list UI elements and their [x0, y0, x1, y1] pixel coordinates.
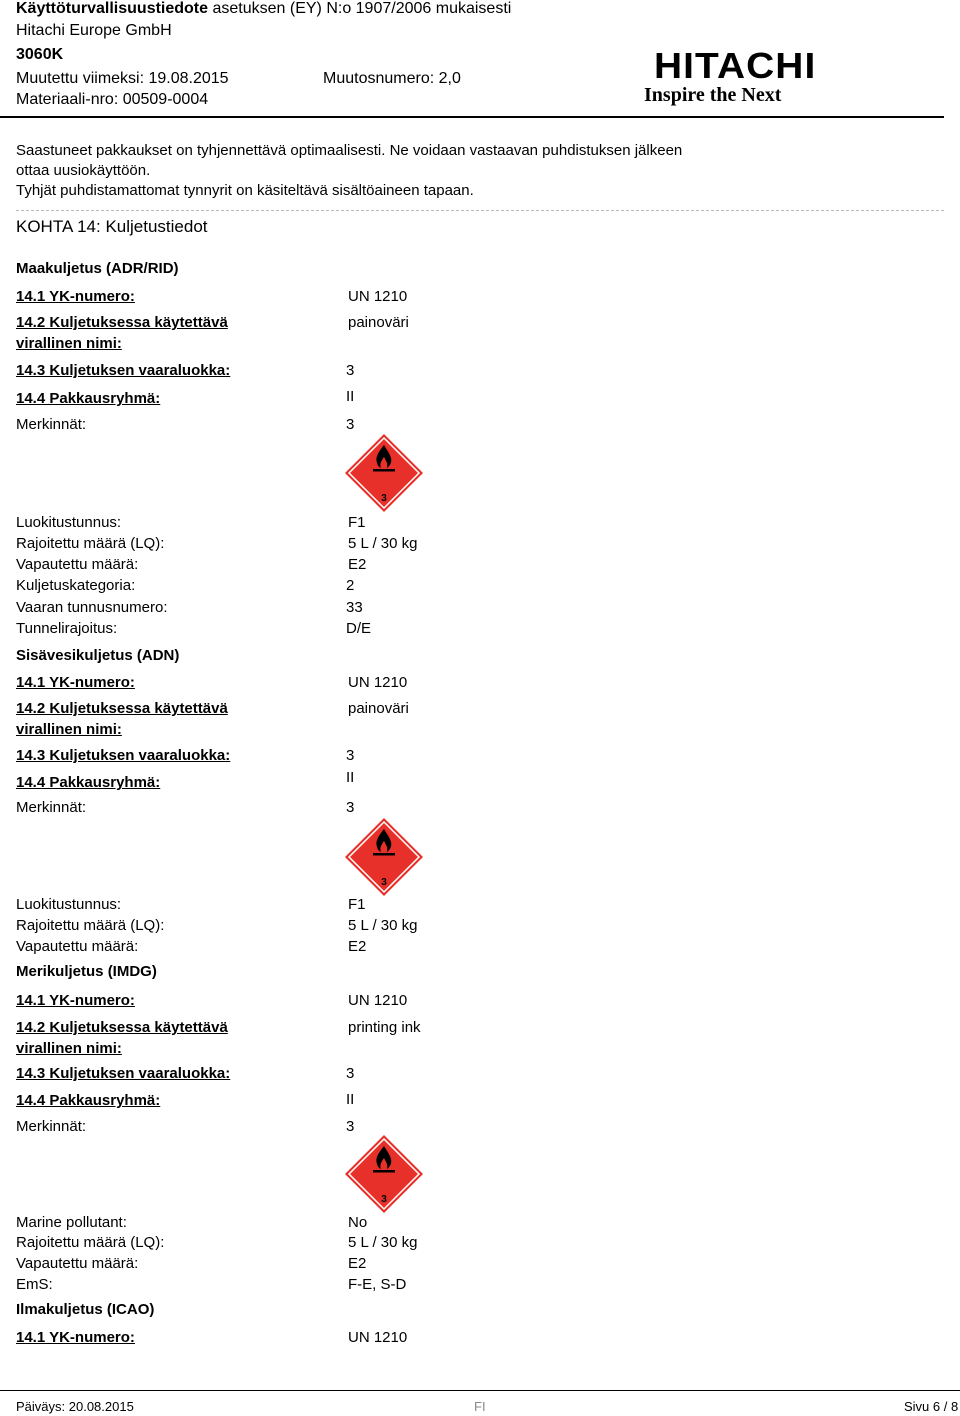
adr-class-value: 3: [346, 362, 355, 379]
imdg-row-label-2: Vapautettu määrä:: [16, 1255, 139, 1272]
imdg-class-value: 3: [346, 1065, 355, 1082]
logo-tagline: Inspire the Next: [644, 84, 782, 106]
pictogram-class-number: 3: [381, 877, 387, 888]
adr-group-value: II: [346, 388, 355, 405]
footer-page-number: Sivu 6 / 8: [904, 1399, 959, 1414]
imdg-un-label: 14.1 YK-numero:: [16, 992, 135, 1009]
logo-wordmark: HITACHI: [654, 45, 817, 86]
header-rule: [0, 116, 944, 118]
document-title-regulation: asetuksen (EY) N:o 1907/2006 mukaisesti: [212, 0, 512, 17]
imdg-row-label-3: EmS:: [16, 1276, 53, 1293]
section-divider: [16, 210, 944, 211]
adn-row-label-0: Luokitustunnus:: [16, 896, 122, 913]
imdg-marks-value: 3: [346, 1118, 355, 1135]
adr-name-label-1: 14.2 Kuljetuksessa käytettävä: [16, 314, 228, 331]
adr-class-label: 14.3 Kuljetuksen vaaraluokka:: [16, 362, 231, 379]
adn-group-label: 14.4 Pakkausryhmä:: [16, 774, 161, 791]
adn-name-label-2: virallinen nimi:: [16, 721, 122, 738]
adr-row-value-2: E2: [348, 556, 367, 573]
adr-row-label-0: Luokitustunnus:: [16, 514, 122, 531]
revision-date: Muutettu viimeksi: 19.08.2015: [16, 70, 229, 87]
imdg-row-value-2: E2: [348, 1255, 367, 1272]
imdg-un-value: UN 1210: [348, 992, 408, 1009]
imdg-name-label-2: virallinen nimi:: [16, 1040, 122, 1057]
imdg-marks-label: Merkinnät:: [16, 1118, 87, 1135]
flame-base-line: [373, 469, 395, 472]
product-name: 3060K: [16, 46, 64, 63]
imdg-row-value-1: 5 L / 30 kg: [348, 1234, 418, 1251]
adn-marks-label: Merkinnät:: [16, 799, 87, 816]
adn-row-label-1: Rajoitettu määrä (LQ):: [16, 917, 165, 934]
adn-un-value: UN 1210: [348, 674, 408, 691]
icao-un-value: UN 1210: [348, 1329, 408, 1346]
imdg-class-label: 14.3 Kuljetuksen vaaraluokka:: [16, 1065, 231, 1082]
adr-un-label: 14.1 YK-numero:: [16, 288, 135, 305]
hitachi-logo: [640, 45, 860, 108]
adr-marks-label: Merkinnät:: [16, 416, 87, 433]
adr-un-value: UN 1210: [348, 288, 408, 305]
adn-class-label: 14.3 Kuljetuksen vaaraluokka:: [16, 747, 231, 764]
adr-name-value: painoväri: [348, 314, 409, 331]
flame-base-line: [373, 1170, 395, 1173]
adr-row-label-1: Rajoitettu määrä (LQ):: [16, 535, 165, 552]
intro-line-3: Tyhjät puhdistamattomat tynnyrit on käsiteltävä sisältöaineen tapaan.: [16, 182, 474, 199]
imdg-row-label-0: Marine pollutant:: [16, 1214, 127, 1231]
adr-row-label-2: Vapautettu määrä:: [16, 556, 139, 573]
pictogram-class-number: 3: [381, 1194, 387, 1205]
revision-number: Muutosnumero: 2,0: [323, 70, 461, 87]
flammable-liquid-pictogram: [344, 433, 424, 513]
adn-un-label: 14.1 YK-numero:: [16, 674, 135, 691]
intro-line-1: Saastuneet pakkaukset on tyhjennettävä optimaalisesti. Ne voidaan vastaavan puhdistuksen jälkeen: [16, 142, 683, 159]
adr-heading: Maakuljetus (ADR/RID): [16, 260, 179, 277]
adn-heading: Sisävesikuljetus (ADN): [16, 647, 180, 664]
adn-name-label-1: 14.2 Kuljetuksessa käytettävä: [16, 700, 228, 717]
adn-name-value: painoväri: [348, 700, 409, 717]
adr-row-value-3: 2: [346, 577, 355, 594]
icao-heading: Ilmakuljetus (ICAO): [16, 1301, 155, 1318]
pictogram-class-number: 3: [381, 493, 387, 504]
adn-class-value: 3: [346, 747, 355, 764]
adr-row-label-4: Vaaran tunnusnumero:: [16, 599, 168, 616]
imdg-row-value-3: F-E, S-D: [348, 1276, 407, 1293]
adr-group-label: 14.4 Pakkausryhmä:: [16, 390, 161, 407]
footer-language: FI: [474, 1399, 486, 1414]
document-title-main: Käyttöturvallisuustiedote: [16, 0, 209, 17]
adn-marks-value: 3: [346, 799, 355, 816]
flammable-liquid-pictogram: [344, 1134, 424, 1214]
flame-base-line: [373, 853, 395, 856]
adr-row-value-1: 5 L / 30 kg: [348, 535, 418, 552]
adn-row-label-2: Vapautettu määrä:: [16, 938, 139, 955]
document-title: [16, 0, 511, 18]
material-number: Materiaali-nro: 00509-0004: [16, 91, 209, 108]
adr-row-label-3: Kuljetuskategoria:: [16, 577, 136, 594]
imdg-heading: Merikuljetus (IMDG): [16, 963, 157, 980]
intro-line-2: ottaa uusiokäyttöön.: [16, 162, 151, 179]
adr-row-label-5: Tunnelirajoitus:: [16, 620, 118, 637]
imdg-row-value-0: No: [348, 1214, 368, 1231]
imdg-name-value: printing ink: [348, 1019, 421, 1036]
adr-row-value-5: D/E: [346, 620, 372, 637]
icao-un-label: 14.1 YK-numero:: [16, 1329, 135, 1346]
flammable-liquid-pictogram: [344, 817, 424, 897]
company-name: Hitachi Europe GmbH: [16, 22, 172, 39]
section-title: KOHTA 14: Kuljetustiedot: [16, 217, 208, 236]
adn-row-value-1: 5 L / 30 kg: [348, 917, 418, 934]
imdg-group-value: II: [346, 1091, 355, 1108]
adn-row-value-2: E2: [348, 938, 367, 955]
imdg-row-label-1: Rajoitettu määrä (LQ):: [16, 1234, 165, 1251]
adr-row-value-4: 33: [346, 599, 363, 616]
imdg-group-label: 14.4 Pakkausryhmä:: [16, 1092, 161, 1109]
adr-name-label-2: virallinen nimi:: [16, 335, 122, 352]
imdg-name-label-1: 14.2 Kuljetuksessa käytettävä: [16, 1019, 228, 1036]
adn-group-value: II: [346, 769, 355, 786]
footer-date: Päiväys: 20.08.2015: [16, 1399, 134, 1414]
adr-marks-value: 3: [346, 416, 355, 433]
footer-rule: [0, 1390, 960, 1391]
adr-row-value-0: F1: [348, 514, 366, 531]
adn-row-value-0: F1: [348, 896, 366, 913]
